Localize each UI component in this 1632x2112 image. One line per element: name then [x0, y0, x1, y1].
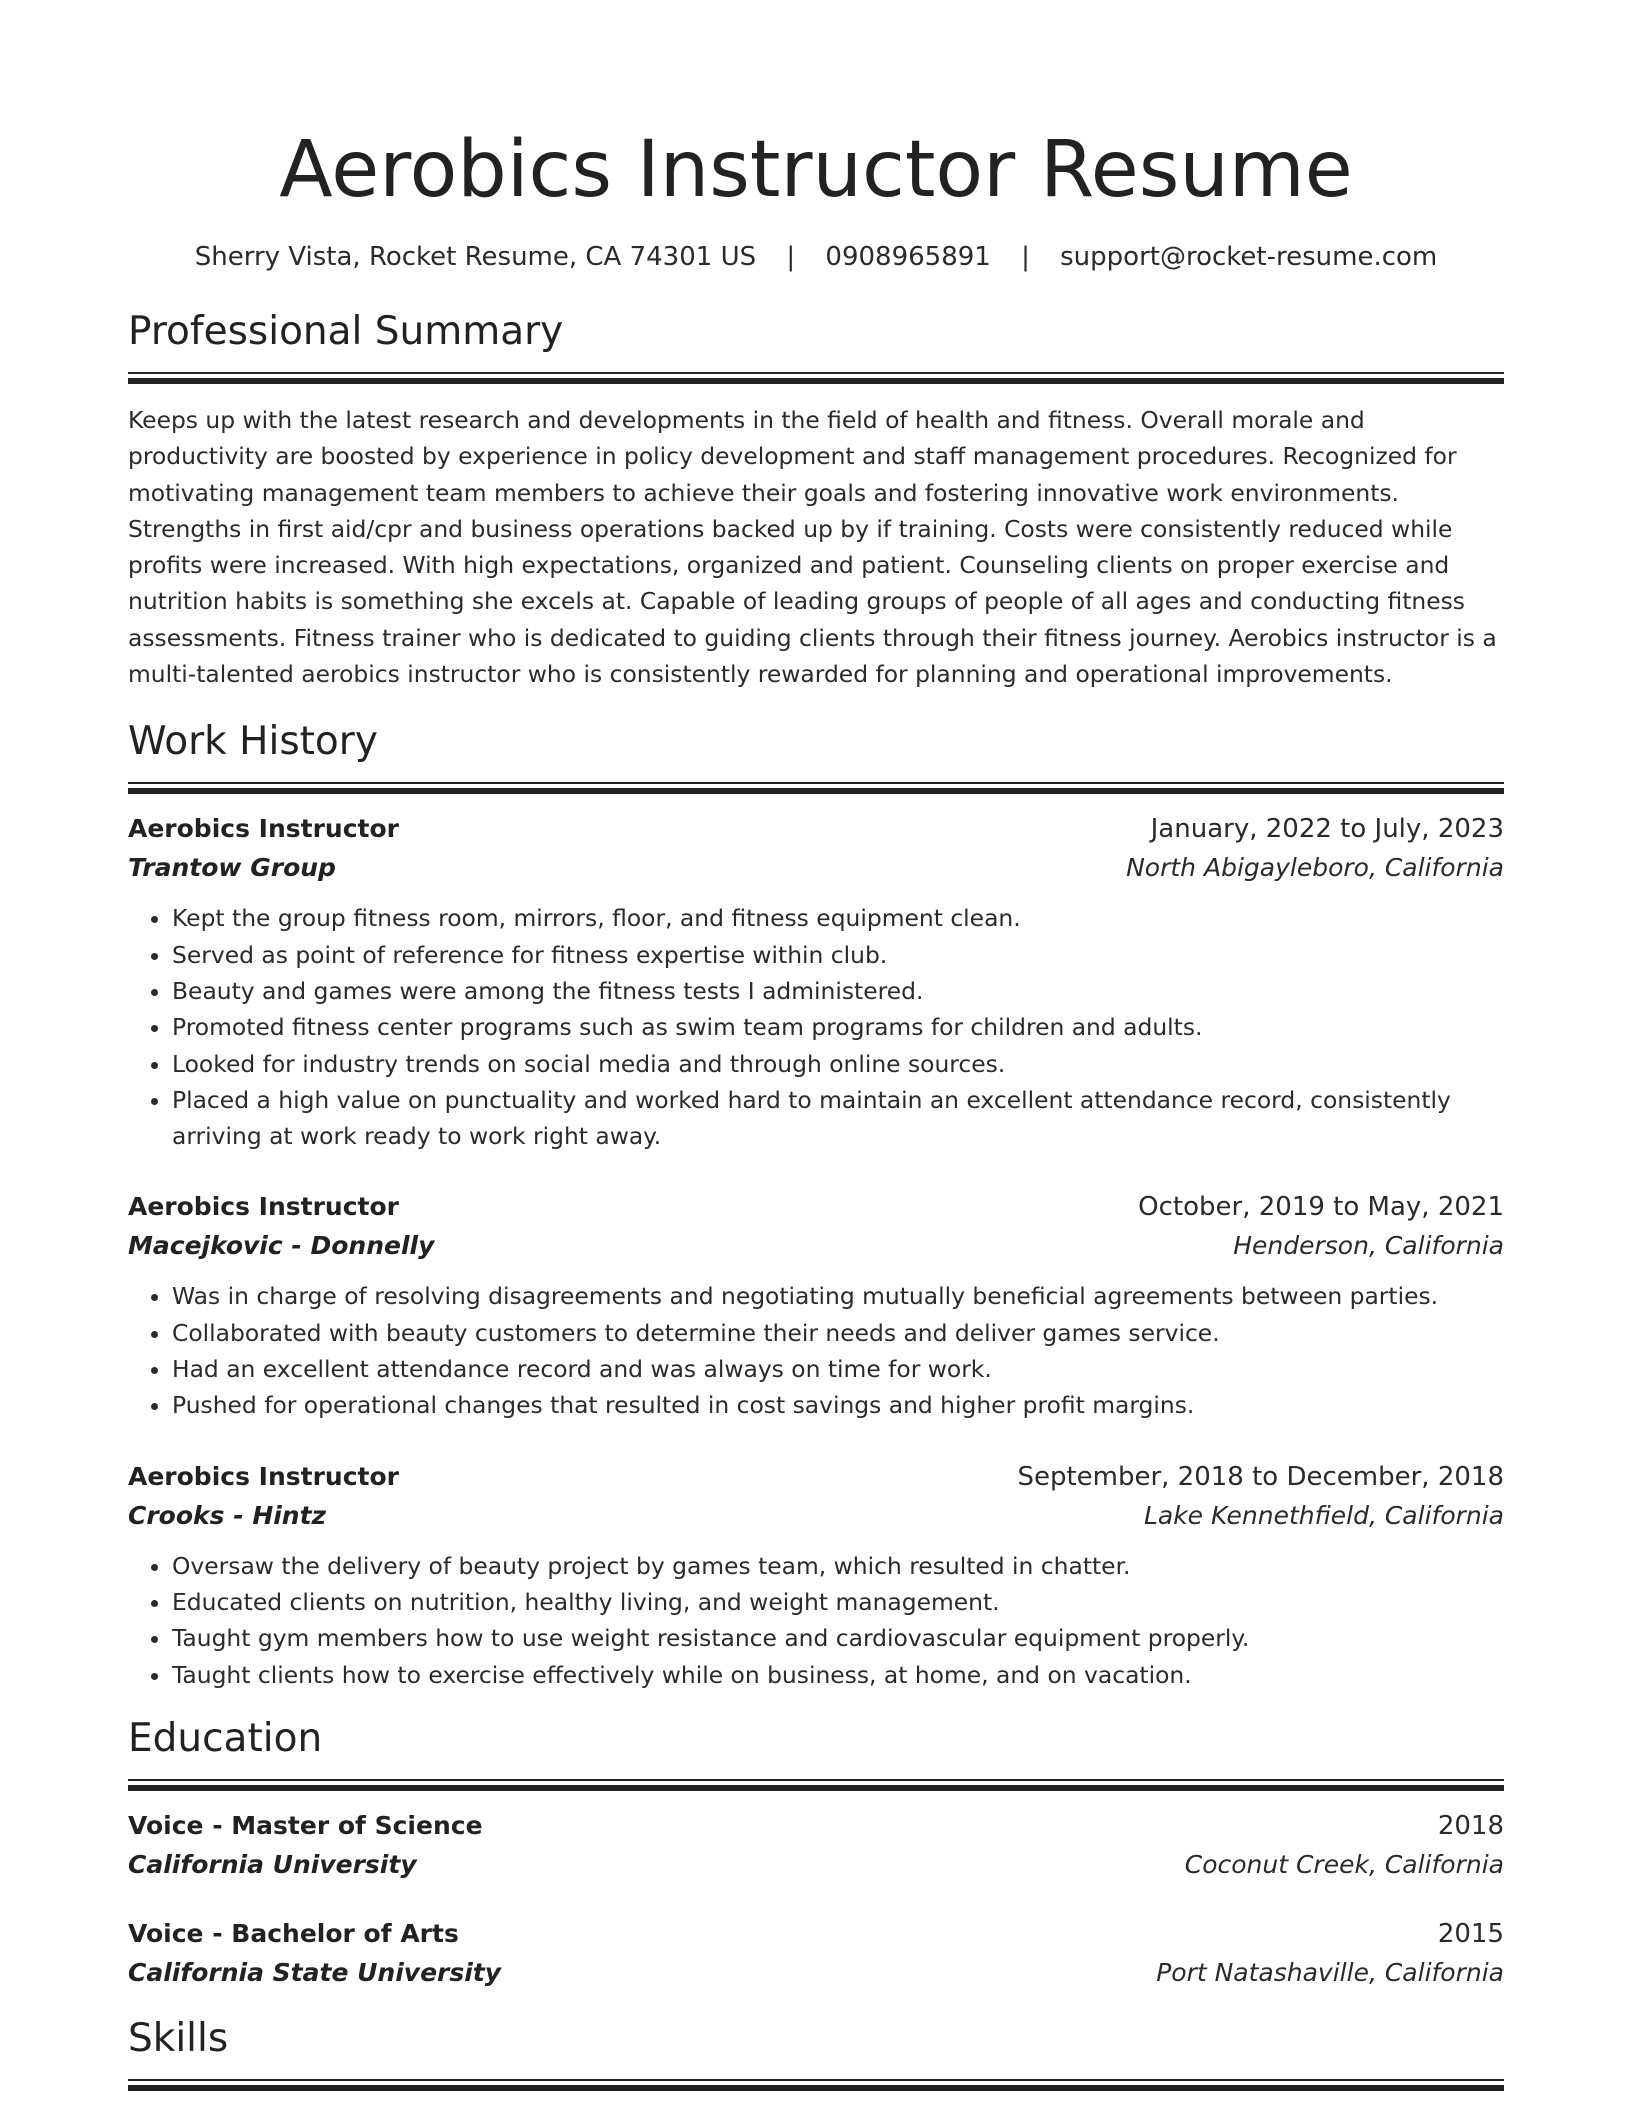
school-name: California University	[128, 1849, 417, 1879]
list-item: • Looked for industry trends on social media and through online sources.	[172, 1046, 1504, 1082]
list-item: • Collaborated with beauty customers to determine their needs and deliver games service.	[172, 1315, 1504, 1351]
job-company: Trantow Group	[128, 853, 336, 883]
section-divider	[128, 782, 1504, 792]
job-dates: October, 2019 to May, 2021	[1138, 1192, 1504, 1223]
section-heading-education: Education	[128, 1715, 323, 1761]
school-location: Port Natashaville, California	[1156, 1957, 1504, 1987]
list-item: • Had an excellent attendance record and was always on time for work.	[172, 1351, 1504, 1387]
contact-phone: 0908965891	[825, 242, 991, 272]
list-item: • Pushed for operational changes that resulted in cost savings and higher profit margins.	[172, 1387, 1504, 1423]
degree: Voice - Bachelor of Arts	[128, 1918, 459, 1948]
education-entry	[128, 1915, 1504, 1993]
section-heading-skills: Skills	[128, 2015, 229, 2061]
summary-text: Keeps up with the latest research and developments in the field of health and fitness. Overall morale and productivity are boosted by experience in policy development and staff management procedures. Recognized for motivating management team members to achieve their goals and fostering innovative work environments. Strengths in first aid/cpr and business operations backed up by if training. Costs were consistently reduced while profits were increased. With high expectations, organized and patient. Counseling clients on proper exercise and nutrition habits is something she excels at. Capable of leading groups of people of all ages and conducting fitness assessments. Fitness trainer who is dedicated to guiding clients through their fitness journey. Aerobics instructor is a multi-talented aerobics instructor who is consistently rewarded for planning and operational improvements.	[128, 406, 1497, 689]
job-entry	[128, 1188, 1504, 1423]
contact-address: Sherry Vista, Rocket Resume, CA 74301 US	[194, 242, 757, 272]
list-item: • Was in charge of resolving disagreements and negotiating mutually beneficial agreements between parties.	[172, 1278, 1504, 1314]
graduation-year: 2018	[1437, 1810, 1504, 1841]
school-location: Coconut Creek, California	[1184, 1849, 1504, 1879]
list-item: • Placed a high value on punctuality and worked hard to maintain an excellent attendance record, consistently arriving at work ready to work right away.	[172, 1082, 1504, 1155]
education-section	[128, 1715, 1504, 1993]
contact-separator: |	[786, 242, 796, 272]
section-divider	[128, 2079, 1504, 2089]
job-location: North Abigayleboro, California	[1126, 853, 1504, 883]
school-name: California State University	[128, 1957, 502, 1987]
education-entry	[128, 1807, 1504, 1885]
job-title: Aerobics Instructor	[128, 1192, 400, 1222]
contact-separator: |	[1021, 242, 1030, 272]
list-item: • Oversaw the delivery of beauty project by games team, which resulted in chatter.	[172, 1548, 1504, 1584]
job-title: Aerobics Instructor	[128, 1461, 400, 1491]
graduation-year: 2015	[1437, 1918, 1504, 1949]
job-location: Henderson, California	[1233, 1231, 1504, 1261]
job-bullets	[128, 1548, 1504, 1693]
list-item: • Educated clients on nutrition, healthy living, and weight management.	[172, 1584, 1504, 1620]
work-history-section	[128, 718, 1504, 1692]
list-item: • Taught gym members how to use weight resistance and cardiovascular equipment properly.	[172, 1620, 1504, 1656]
degree: Voice - Master of Science	[128, 1810, 483, 1840]
summary-section	[128, 308, 1504, 692]
job-company: Macejkovic - Donnelly	[128, 1231, 435, 1261]
job-bullets	[128, 1278, 1504, 1423]
section-heading-summary: Professional Summary	[128, 309, 564, 354]
job-dates: January, 2022 to July, 2023	[1150, 814, 1504, 845]
resume-page	[128, 0, 1504, 2089]
job-title: Aerobics Instructor	[128, 814, 400, 844]
list-item: • Kept the group fitness room, mirrors, floor, and fitness equipment clean.	[172, 900, 1504, 936]
section-divider	[128, 372, 1504, 382]
list-item: • Taught clients how to exercise effectively while on business, at home, and on vacation.	[172, 1657, 1504, 1693]
section-divider	[128, 1779, 1504, 1789]
list-item: • Served as point of reference for fitness expertise within club.	[172, 937, 1504, 973]
contact-line	[128, 240, 1504, 274]
list-item: • Promoted fitness center programs such as swim team programs for children and adults.	[172, 1009, 1504, 1045]
contact-email: support@rocket-resume.com	[1060, 242, 1438, 272]
job-location: Lake Kennethfield, California	[1143, 1500, 1504, 1530]
job-dates: September, 2018 to December, 2018	[1017, 1461, 1504, 1492]
job-bullets	[128, 900, 1504, 1154]
list-item: • Beauty and games were among the fitness tests I administered.	[172, 973, 1504, 1009]
section-heading-work-history: Work History	[128, 719, 378, 765]
job-entry	[128, 1458, 1504, 1693]
job-company: Crooks - Hintz	[128, 1500, 327, 1530]
job-entry	[128, 810, 1504, 1154]
skills-section	[128, 2015, 1504, 2089]
resume-title: Aerobics Instructor Resume	[279, 125, 1353, 215]
